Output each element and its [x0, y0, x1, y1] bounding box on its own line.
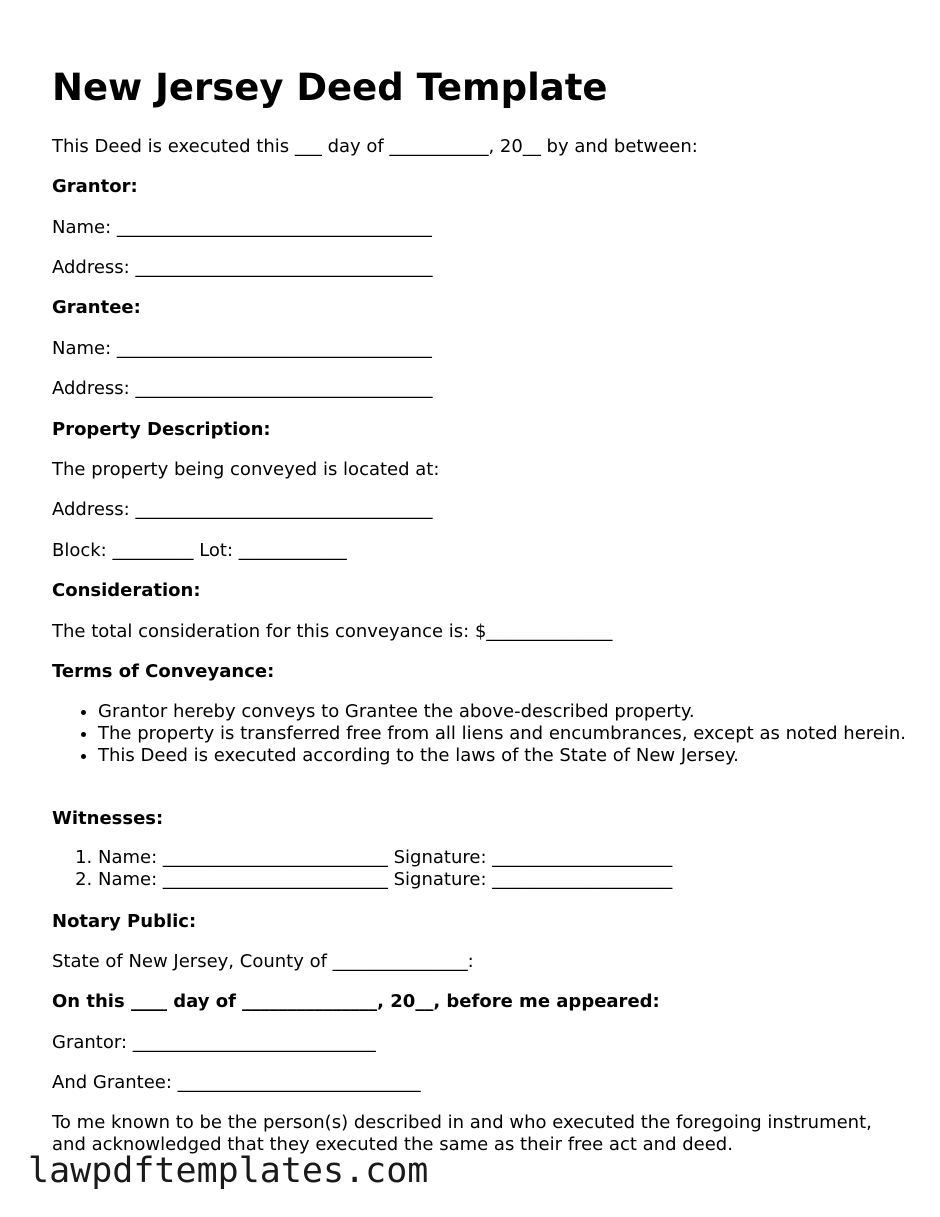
- list-item: • Grantor hereby conveys to Grantee the above-described property.: [98, 701, 928, 723]
- terms-list: [52, 701, 928, 767]
- consideration-heading: Consideration:: [52, 580, 201, 601]
- site-watermark: lawpdftemplates.com: [28, 1151, 429, 1191]
- grantor-address-line: Address: _________________________________: [52, 257, 433, 278]
- grantee-name-line: Name: ___________________________________: [52, 338, 432, 359]
- notary-acknowledgment: To me known to be the person(s) described in and who executed the foregoing instrument, and acknowledged that they executed the same as their free act and deed.: [52, 1112, 872, 1155]
- terms-heading: Terms of Conveyance:: [52, 661, 275, 682]
- witnesses-heading: Witnesses:: [52, 808, 164, 829]
- property-text: The property being conveyed is located at:: [52, 459, 440, 480]
- intro-line: This Deed is executed this ___ day of ___________, 20__ by and between:: [52, 136, 698, 157]
- list-item: • The property is transferred free from all liens and encumbrances, except as noted herein.: [98, 723, 928, 745]
- property-address-line: Address: _________________________________: [52, 499, 433, 520]
- consideration-text: The total consideration for this conveyance is: $______________: [52, 621, 613, 642]
- notary-heading: Notary Public:: [52, 911, 197, 932]
- list-item: 1. Name: _________________________ Signature: ____________________: [98, 847, 928, 869]
- witnesses-list: [52, 847, 928, 891]
- list-item: • This Deed is executed according to the laws of the State of New Jersey.: [98, 745, 928, 767]
- grantee-address-line: Address: _________________________________: [52, 378, 433, 399]
- block-lot-line: Block: _________ Lot: ____________: [52, 540, 347, 561]
- notary-state-line: State of New Jersey, County of _______________:: [52, 951, 474, 972]
- list-item: 2. Name: _________________________ Signature: ____________________: [98, 869, 928, 891]
- notary-grantor-line: Grantor: ___________________________: [52, 1032, 376, 1053]
- grantor-heading: Grantor:: [52, 176, 138, 197]
- grantee-heading: Grantee:: [52, 297, 141, 318]
- property-heading: Property Description:: [52, 419, 271, 440]
- document-title: New Jersey Deed Template: [52, 66, 608, 109]
- notary-grantee-line: And Grantee: ___________________________: [52, 1072, 421, 1093]
- grantor-name-line: Name: ___________________________________: [52, 217, 432, 238]
- notary-appeared-line: On this ____ day of _______________, 20__, before me appeared:: [52, 991, 660, 1012]
